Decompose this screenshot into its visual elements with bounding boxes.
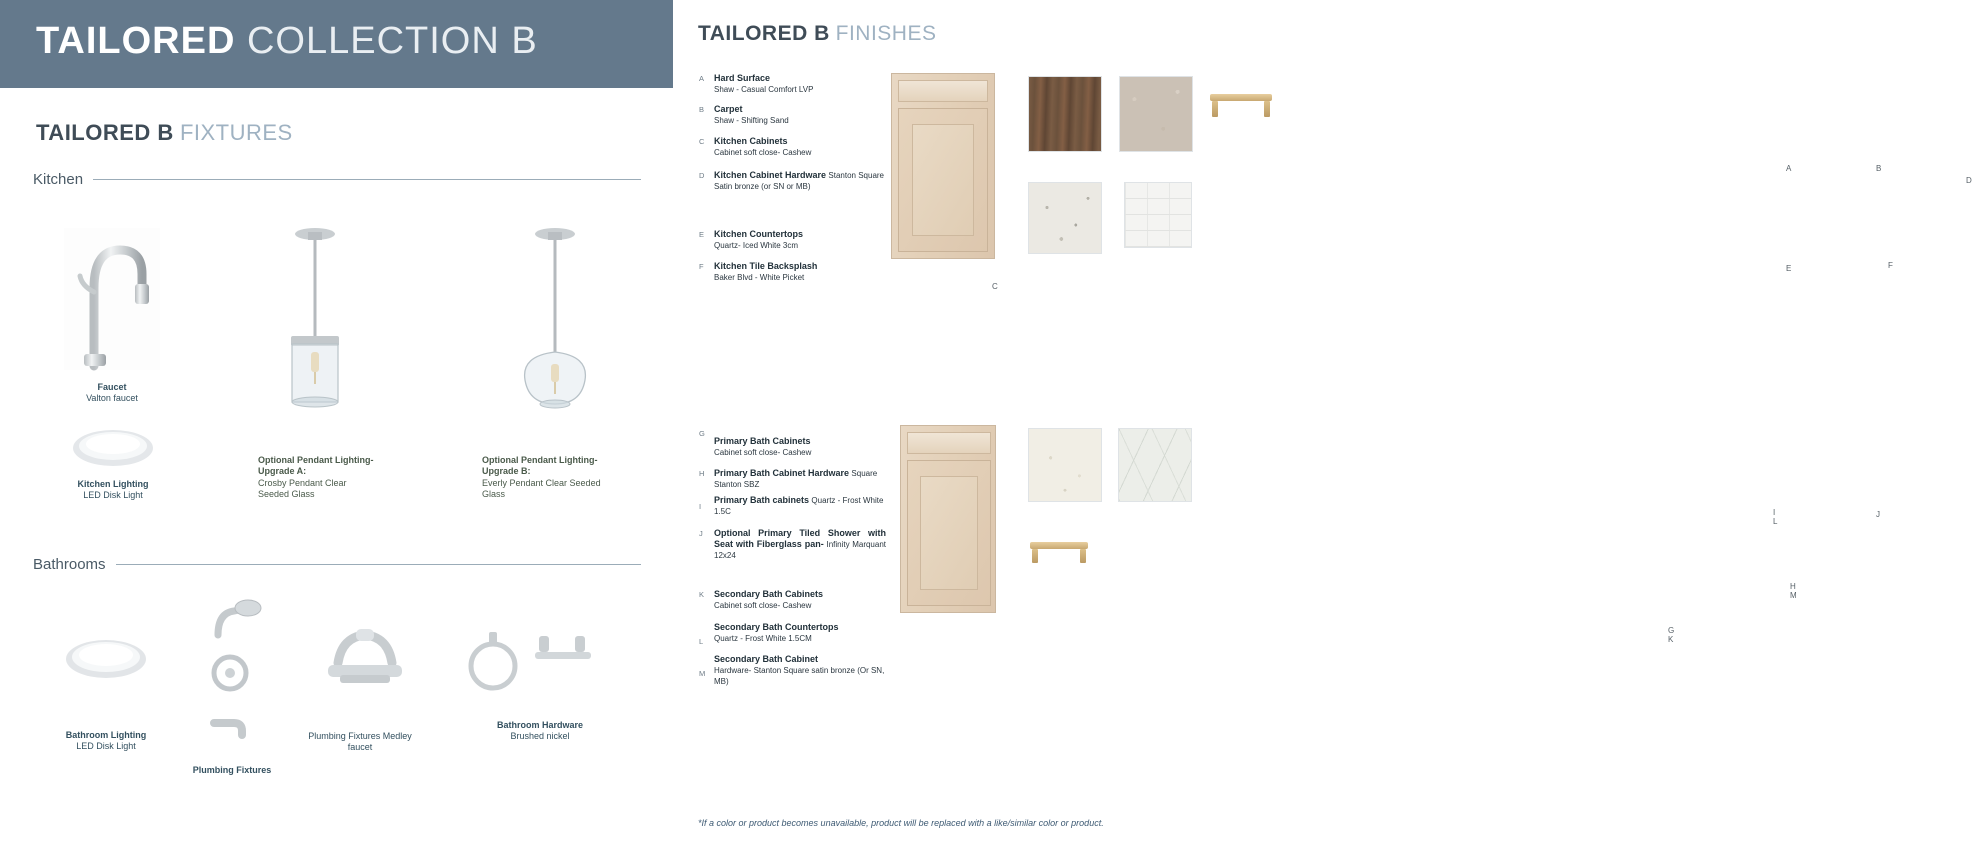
caption-faucet: Faucet Valton faucet — [86, 382, 138, 404]
legend-item-j: J Optional Primary Tiled Shower with Seat with Fiberglass pan- Infinity Marquant 12x24 — [699, 528, 886, 560]
finishes-title-light: FINISHES — [835, 22, 937, 45]
bathroom-disk-light-image — [65, 632, 147, 682]
section-rule — [93, 179, 641, 180]
swatch-label-d: D — [1966, 176, 1972, 185]
caption-bathroom-lighting: Bathroom Lighting LED Disk Light — [65, 730, 147, 752]
kitchen-disk-light-image — [72, 422, 154, 470]
medley-faucet-image — [320, 625, 410, 687]
legend-item-i: I Primary Bath cabinets Quartz - Frost White 1.5C — [699, 495, 884, 516]
swatch-bath-countertop — [1028, 428, 1102, 502]
finishes-title — [698, 22, 936, 46]
legend-item-b: B Carpet Shaw - Shifting Sand — [699, 104, 789, 125]
page-title-light: COLLECTION B — [246, 20, 538, 62]
swatch-carpet — [1119, 76, 1193, 152]
legend-item-h: H Primary Bath Cabinet Hardware Square Stanton SBZ — [699, 468, 878, 489]
swatch-bath-cabinet-door — [900, 425, 996, 613]
swatch-hard-surface — [1028, 76, 1102, 152]
section-label-bathrooms: Bathrooms — [33, 556, 106, 573]
caption-medley-faucet: Plumbing Fixtures Medley faucet — [308, 731, 412, 753]
legend-item-c: C Kitchen Cabinets Cabinet soft close- Cashew — [699, 136, 812, 157]
section-header-kitchen — [33, 171, 641, 188]
swatch-label-e: E — [1786, 264, 1792, 273]
swatch-label-f: F — [1888, 261, 1893, 270]
swatch-label-a: A — [1786, 164, 1792, 173]
finishes-title-bold: TAILORED B — [698, 22, 830, 45]
swatch-label-g-k: G K — [1668, 626, 1675, 644]
pendant-a-image — [275, 224, 355, 410]
legend-item-k: K Secondary Bath Cabinets Cabinet soft close- Cashew — [699, 589, 824, 610]
page-title-bold: TAILORED — [36, 20, 236, 62]
bathroom-hardware-image — [465, 630, 595, 698]
section-header-bathrooms — [33, 556, 641, 573]
right-column — [690, 0, 1972, 846]
legend-item-g: G Primary Bath Cabinets Cabinet soft close- Cashew — [699, 429, 812, 457]
page-title — [36, 20, 538, 63]
legend-item-a: A Hard Surface Shaw - Casual Comfort LVP — [699, 73, 814, 94]
legend-item-d: D Kitchen Cabinet Hardware Stanton Square Satin bronze (or SN or MB) — [699, 170, 885, 191]
legend-item-f: F Kitchen Tile Backsplash Baker Blvd - White Picket — [699, 261, 818, 282]
fixtures-title-bold: TAILORED B — [36, 120, 174, 145]
swatch-kitchen-pull — [1210, 86, 1274, 126]
fixtures-title — [36, 120, 293, 146]
swatch-label-i-l: I L — [1773, 508, 1778, 526]
swatch-label-b: B — [1876, 164, 1882, 173]
plumbing-fixtures-image — [200, 595, 280, 745]
footnote: *If a color or product becomes unavailable, product will be replaced with a like/similar color or product. — [698, 818, 1104, 828]
swatch-shower-tile — [1118, 428, 1192, 502]
caption-plumbing-fixtures: Plumbing Fixtures — [192, 765, 272, 775]
left-column — [0, 0, 673, 846]
legend-item-e: E Kitchen Countertops Quartz- Iced White 3cm — [699, 229, 803, 250]
faucet-image — [64, 228, 160, 370]
swatch-label-c: C — [992, 282, 998, 291]
fixtures-title-light: FIXTURES — [179, 120, 293, 145]
swatch-bath-pull — [1030, 534, 1094, 570]
caption-bathroom-hardware: Bathroom Hardware Brushed nickel — [496, 720, 584, 742]
caption-pendant-b: Optional Pendant Lighting- Upgrade B: Everly Pendant Clear Seeded Glass — [482, 455, 601, 499]
swatch-kitchen-countertop — [1028, 182, 1102, 254]
swatch-label-j: J — [1876, 510, 1880, 519]
legend-item-l: L Secondary Bath Countertops Quartz - Frost White 1.5CM — [699, 622, 839, 646]
swatch-kitchen-cabinet-door — [891, 73, 995, 259]
caption-kitchen-lighting: Kitchen Lighting LED Disk Light — [77, 479, 149, 501]
swatch-label-h-m: H M — [1790, 582, 1797, 600]
section-rule — [116, 564, 641, 565]
section-label-kitchen: Kitchen — [33, 171, 84, 188]
swatch-tile-backsplash — [1124, 182, 1192, 248]
pendant-b-image — [515, 224, 595, 410]
caption-pendant-a: Optional Pendant Lighting- Upgrade A: Crosby Pendant Clear Seeded Glass — [258, 455, 374, 499]
legend-item-m: M Secondary Bath Cabinet Hardware- Stanton Square satin bronze (Or SN, MB) — [699, 654, 885, 686]
